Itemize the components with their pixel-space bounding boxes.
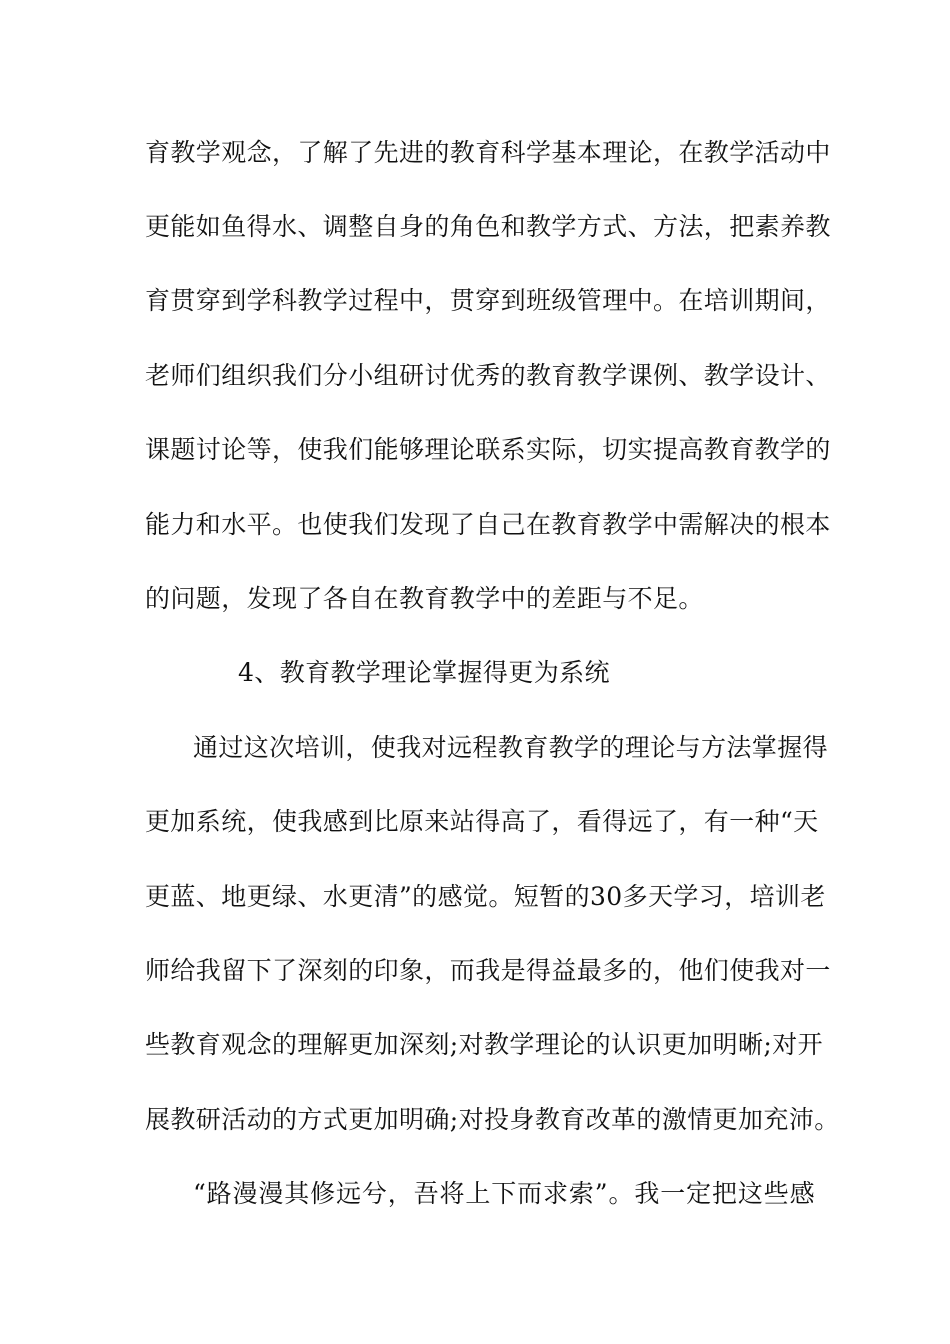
body-text-line: 通过这次培训，使我对远程教育教学的理论与方法掌握得 <box>193 733 829 762</box>
body-text-line: 些教育观念的理解更加深刻;对教学理论的认识更加明晰;对开 <box>145 1030 824 1059</box>
body-text-line: 育贯穿到学科教学过程中，贯穿到班级管理中。在培训期间， <box>145 286 831 315</box>
body-text-line: 的问题，发现了各自在教育教学中的差距与不足。 <box>145 584 704 613</box>
body-text-line: 育教学观念，了解了先进的教育科学基本理论，在教学活动中 <box>145 138 831 167</box>
body-text-line: “路漫漫其修远兮，吾将上下而求索”。我一定把这些感 <box>193 1179 815 1208</box>
body-text-line: 更加系统，使我感到比原来站得高了，看得远了，有一种“天 <box>145 807 819 836</box>
body-text-line: 展教研活动的方式更加明确;对投身教育改革的激情更加充沛。 <box>145 1105 840 1134</box>
body-text-line: 更蓝、地更绿、水更清”的感觉。短暂的30多天学习，培训老 <box>145 882 826 911</box>
body-text-line: 课题讨论等，使我们能够理论联系实际，切实提高教育教学的 <box>145 435 831 464</box>
body-text-line: 老师们组织我们分小组研讨优秀的教育教学课例、教学设计、 <box>145 361 831 390</box>
body-text-line: 更能如鱼得水、调整自身的角色和教学方式、方法，把素养教 <box>145 212 831 241</box>
section-heading: 4、教育教学理论掌握得更为系统 <box>238 658 610 687</box>
body-text-line: 师给我留下了深刻的印象，而我是得益最多的，他们使我对一 <box>145 956 831 985</box>
body-text-line: 能力和水平。也使我们发现了自己在教育教学中需解决的根本 <box>145 510 831 539</box>
